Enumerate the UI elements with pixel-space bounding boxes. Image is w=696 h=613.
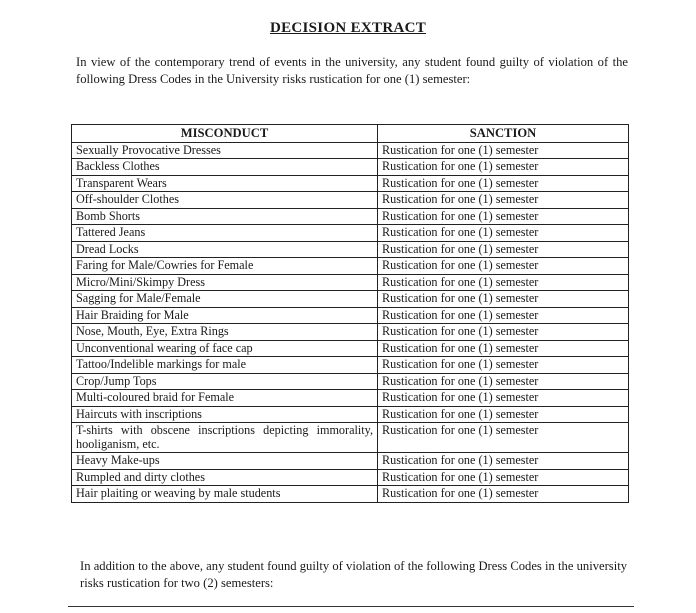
misconduct-cell: Backless Clothes xyxy=(72,159,378,176)
table-row xyxy=(72,453,629,470)
sanction-cell: Rustication for one (1) semester xyxy=(378,258,629,275)
table-row xyxy=(72,357,629,374)
sanction-cell: Rustication for one (1) semester xyxy=(378,486,629,503)
sanction-cell: Rustication for one (1) semester xyxy=(378,142,629,159)
next-table-top-border xyxy=(68,606,634,607)
sanction-header: SANCTION xyxy=(378,125,629,143)
misconduct-cell: Dread Locks xyxy=(72,241,378,258)
table-body xyxy=(72,142,629,502)
outro-paragraph: In addition to the above, any student found guilty of violation of the following Dress Codes in the university risks rustication for two (2) semesters: xyxy=(80,559,627,590)
sanction-cell: Rustication for one (1) semester xyxy=(378,192,629,209)
table-row xyxy=(72,390,629,407)
misconduct-cell: Tattered Jeans xyxy=(72,225,378,242)
misconduct-cell: Multi-coloured braid for Female xyxy=(72,390,378,407)
misconduct-cell: Rumpled and dirty clothes xyxy=(72,469,378,486)
table-row xyxy=(72,175,629,192)
misconduct-cell: Hair Braiding for Male xyxy=(72,307,378,324)
misconduct-cell: Haircuts with inscriptions xyxy=(72,406,378,423)
intro-paragraph: In view of the contemporary trend of events in the university, any student found guilty of violation of the following Dress Codes in the University risks rustication for one (1) semester: xyxy=(76,55,628,86)
sanction-cell: Rustication for one (1) semester xyxy=(378,406,629,423)
sanction-cell: Rustication for one (1) semester xyxy=(378,390,629,407)
table-row xyxy=(72,340,629,357)
misconduct-cell: Heavy Make-ups xyxy=(72,453,378,470)
table-row xyxy=(72,274,629,291)
dress-code-table xyxy=(71,124,629,503)
misconduct-cell: Off-shoulder Clothes xyxy=(72,192,378,209)
sanction-cell: Rustication for one (1) semester xyxy=(378,357,629,374)
table-row xyxy=(72,324,629,341)
sanction-cell: Rustication for one (1) semester xyxy=(378,453,629,470)
misconduct-cell: Hair plaiting or weaving by male students xyxy=(72,486,378,503)
sanction-cell: Rustication for one (1) semester xyxy=(378,340,629,357)
misconduct-cell: Micro/Mini/Skimpy Dress xyxy=(72,274,378,291)
misconduct-cell: Nose, Mouth, Eye, Extra Rings xyxy=(72,324,378,341)
table-header-row xyxy=(72,125,629,143)
table-row xyxy=(72,142,629,159)
page-title: DECISION EXTRACT xyxy=(269,20,427,36)
table-row xyxy=(72,291,629,308)
sanction-cell: Rustication for one (1) semester xyxy=(378,208,629,225)
sanction-cell: Rustication for one (1) semester xyxy=(378,324,629,341)
table-row xyxy=(72,373,629,390)
table-row xyxy=(72,258,629,275)
table-row xyxy=(72,406,629,423)
table-row xyxy=(72,241,629,258)
table-row xyxy=(72,423,629,453)
misconduct-cell: Sexually Provocative Dresses xyxy=(72,142,378,159)
sanction-cell: Rustication for one (1) semester xyxy=(378,159,629,176)
misconduct-cell: T-shirts with obscene inscriptions depicting immorality, hooliganism, etc. xyxy=(72,423,378,453)
sanction-cell: Rustication for one (1) semester xyxy=(378,241,629,258)
sanction-cell: Rustication for one (1) semester xyxy=(378,225,629,242)
misconduct-cell: Transparent Wears xyxy=(72,175,378,192)
table-row xyxy=(72,159,629,176)
table-row xyxy=(72,192,629,209)
sanction-cell: Rustication for one (1) semester xyxy=(378,373,629,390)
table-row xyxy=(72,225,629,242)
sanction-cell: Rustication for one (1) semester xyxy=(378,423,629,453)
sanction-cell: Rustication for one (1) semester xyxy=(378,469,629,486)
misconduct-cell: Unconventional wearing of face cap xyxy=(72,340,378,357)
table-row xyxy=(72,307,629,324)
table-row xyxy=(72,469,629,486)
sanction-cell: Rustication for one (1) semester xyxy=(378,307,629,324)
misconduct-cell: Sagging for Male/Female xyxy=(72,291,378,308)
misconduct-cell: Tattoo/Indelible markings for male xyxy=(72,357,378,374)
table-row xyxy=(72,208,629,225)
misconduct-cell: Bomb Shorts xyxy=(72,208,378,225)
misconduct-cell: Crop/Jump Tops xyxy=(72,373,378,390)
misconduct-cell: Faring for Male/Cowries for Female xyxy=(72,258,378,275)
sanction-cell: Rustication for one (1) semester xyxy=(378,274,629,291)
misconduct-header: MISCONDUCT xyxy=(72,125,378,143)
table-row xyxy=(72,486,629,503)
sanction-cell: Rustication for one (1) semester xyxy=(378,175,629,192)
sanction-cell: Rustication for one (1) semester xyxy=(378,291,629,308)
